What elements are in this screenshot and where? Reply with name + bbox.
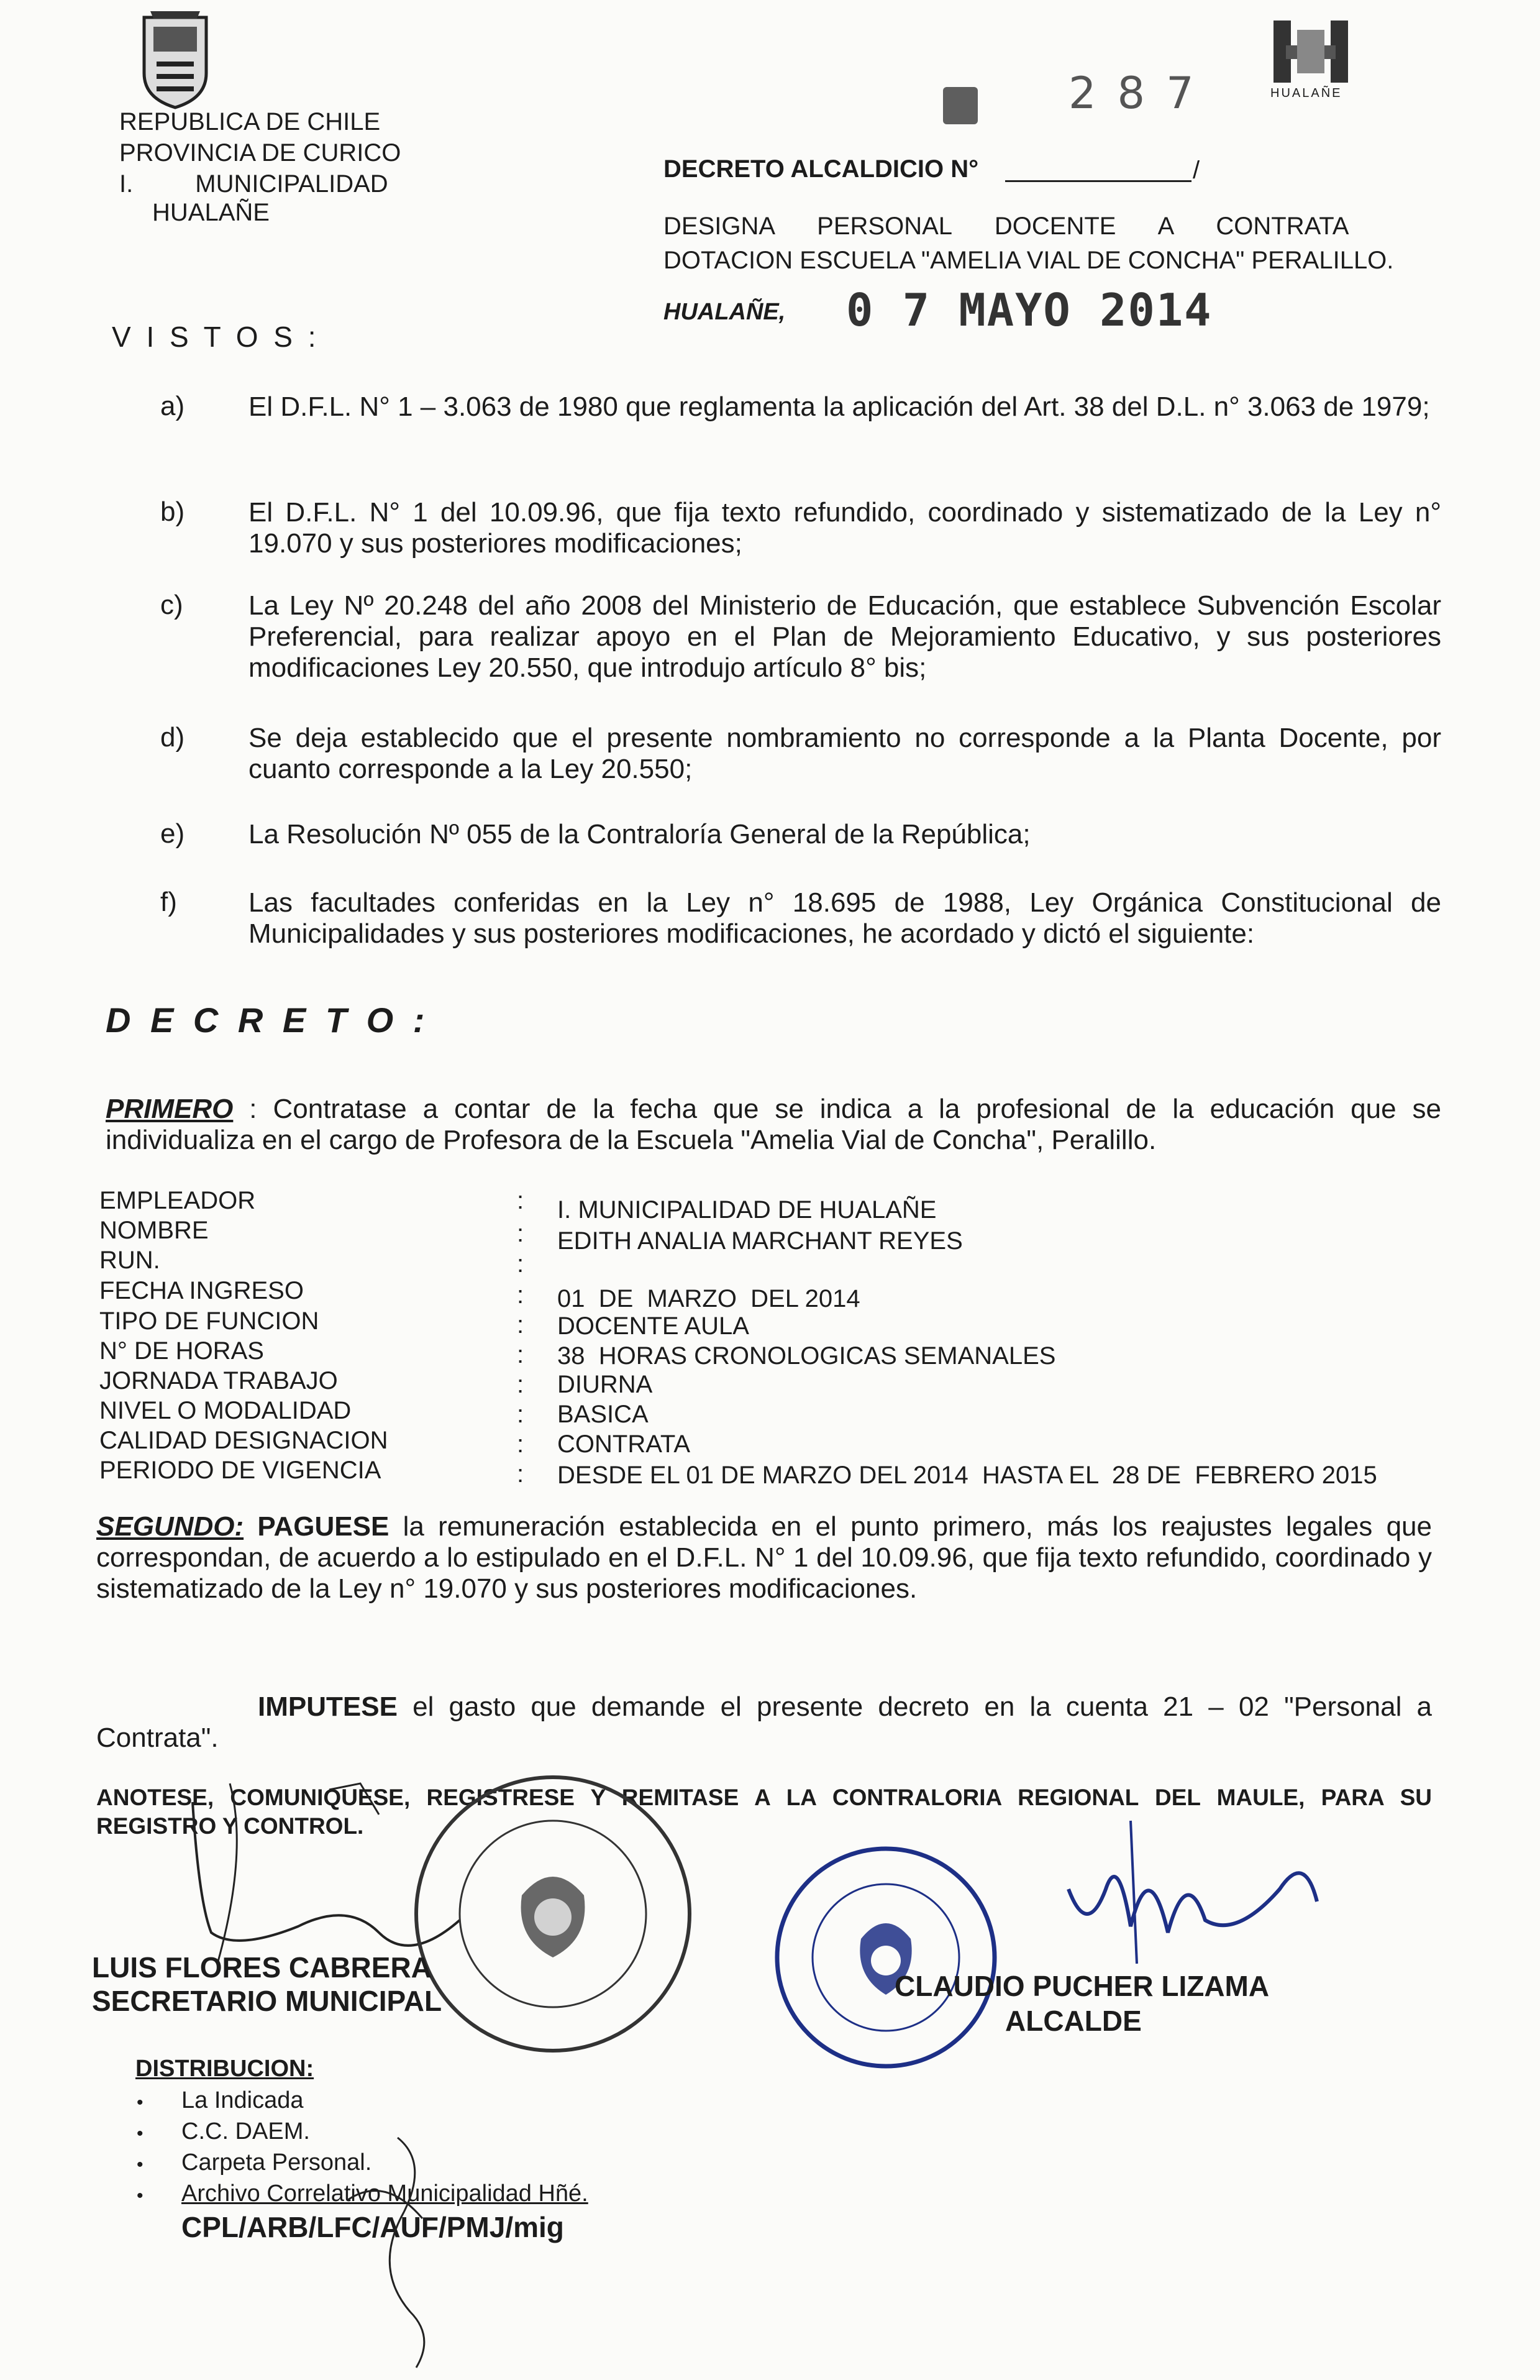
signature-bottom-icon	[323, 2125, 472, 2374]
vistos-mark-d: d)	[160, 722, 185, 753]
field-value-empleador: I. MUNICIPALIDAD DE HUALAÑE	[557, 1196, 937, 1224]
vistos-text-f: Las facultades conferidas en la Ley n° 18.695 de 1988, Ley Orgánica Constitucional de Municipalidades y sus posteriores modificaciones, he acordado y dictó el siguiente:	[248, 887, 1441, 949]
field-value-calidad: CONTRATA	[557, 1430, 691, 1458]
primero-text: : Contratase a contar de la fecha que se indica a la profesional de la educación que se individualiza en el cargo de Profesora de la Escuela "Amelia Vial de Concha", Peralillo.	[106, 1094, 1441, 1155]
field-label-periodo: PERIODO DE VIGENCIA	[99, 1457, 381, 1484]
field-value-horas: 38 HORAS CRONOLOGICAS SEMANALES	[557, 1342, 1056, 1370]
distribucion-item: La Indicada	[181, 2087, 304, 2113]
field-value-periodo: DESDE EL 01 DE MARZO DEL 2014 HASTA EL 28 DE FEBRERO 2015	[557, 1462, 1377, 1489]
vistos-heading: V I S T O S :	[112, 321, 320, 353]
distribucion-bullet: •	[137, 2092, 144, 2113]
field-colon: :	[517, 1281, 524, 1309]
field-colon: :	[517, 1371, 524, 1398]
field-label-jornada: JORNADA TRABAJO	[99, 1367, 338, 1394]
mayor-seal-icon	[768, 1839, 1004, 2076]
secretary-title: SECRETARIO MUNICIPAL	[92, 1985, 442, 2017]
field-colon: :	[517, 1250, 524, 1278]
field-label-calidad: CALIDAD DESIGNACION	[99, 1427, 388, 1454]
field-value-jornada: DIURNA	[557, 1371, 653, 1398]
decree-number-underline	[1005, 180, 1191, 182]
decree-slash: /	[1193, 157, 1200, 184]
subject-line-1: DESIGNA PERSONAL DOCENTE A CONTRATA	[663, 213, 1349, 240]
field-colon: :	[517, 1311, 524, 1339]
vistos-text-b: El D.F.L. N° 1 del 10.09.96, que fija texto refundido, coordinado y sistematizado de la Ley n° 19.070 y sus posteriores modificaciones;	[248, 497, 1441, 559]
header-line-municipalidad: I. MUNICIPALIDAD	[119, 170, 388, 198]
field-label-horas: N° DE HORAS	[99, 1337, 264, 1365]
coat-of-arms-icon	[132, 5, 219, 111]
logo-caption: HUALAÑE	[1270, 86, 1342, 100]
hualane-logo-icon	[1267, 17, 1354, 92]
segundo-text: la remuneración establecida en el punto primero, más los reajustes legales que correspondan, de acuerdo a lo estipulado en el D.F.L. N° 1 del 10.09.96, que fija texto refundido, coordinado y sistematizado de la Ley n° 19.070 y sus posteriores modificaciones.	[96, 1511, 1433, 1604]
primero-paragraph	[106, 1094, 1441, 1156]
distribucion-item: Carpeta Personal.	[181, 2149, 372, 2176]
secretary-seal-icon	[404, 1765, 702, 2063]
mayor-title: ALCALDE	[1005, 2005, 1142, 2037]
vistos-text-d: Se deja establecido que el presente nombramiento no corresponde a la Planta Docente, por cuanto corresponde a la Ley 20.550;	[248, 723, 1441, 784]
vistos-mark-b: b)	[160, 497, 185, 527]
distribucion-bullet: •	[137, 2154, 144, 2175]
distribucion-bullet: •	[137, 2123, 144, 2144]
subject-line-2: DOTACION ESCUELA "AMELIA VIAL DE CONCHA" PERALILLO.	[663, 247, 1394, 274]
vistos-text-c: La Ley Nº 20.248 del año 2008 del Ministerio de Educación, que establece Subvención Escolar Preferencial, para realizar apoyo en el Plan de Mejoramiento Educativo, y sus posteriores modificaciones Ley 20.550, que introdujo artículo 8° bis;	[248, 590, 1441, 683]
field-label-tipo-funcion: TIPO DE FUNCION	[99, 1307, 319, 1335]
imputese-text: el gasto que demande el presente decreto en la cuenta 21 – 02 "Personal a Contrata".	[96, 1691, 1432, 1753]
segundo-bold-word: PAGUESE	[244, 1511, 390, 1542]
field-value-nivel: BASICA	[557, 1401, 649, 1428]
decree-number-stamp: 287	[1068, 68, 1215, 119]
field-value-tipo-funcion: DOCENTE AULA	[557, 1312, 749, 1340]
field-colon: :	[517, 1460, 524, 1488]
field-colon: :	[517, 1187, 524, 1214]
vistos-mark-e: e)	[160, 818, 185, 849]
field-colon: :	[517, 1401, 524, 1428]
primero-label: PRIMERO	[106, 1094, 234, 1124]
distribucion-item: C.C. DAEM.	[181, 2118, 310, 2144]
distribucion-item: Archivo Correlativo Municipalidad Hñé.	[181, 2181, 588, 2207]
signature-right-icon	[1056, 1815, 1354, 1976]
place-label: HUALAÑE,	[663, 299, 786, 325]
header-line-hualane: HUALAÑE	[152, 199, 270, 226]
field-label-nivel: NIVEL O MODALIDAD	[99, 1397, 352, 1424]
vistos-text-a: El D.F.L. N° 1 – 3.063 de 1980 que reglamenta la aplicación del Art. 38 del D.L. n° 3.063 de 1979;	[248, 391, 1430, 422]
field-label-nombre: NOMBRE	[99, 1217, 209, 1244]
anotese-paragraph: ANOTESE, COMUNIQUESE, REGISTRESE Y REMITASE A LA CONTRALORIA REGIONAL DEL MAULE, PARA SU REGISTRO Y CONTROL.	[96, 1785, 1432, 1839]
field-value-nombre: EDITH ANALIA MARCHANT REYES	[557, 1227, 963, 1255]
field-colon: :	[517, 1341, 524, 1368]
decreto-heading: D E C R E T O :	[106, 1000, 430, 1040]
distribucion-bullet: •	[137, 2185, 144, 2206]
field-value-fecha-ingreso: 01 DE MARZO DEL 2014	[557, 1285, 860, 1312]
distribucion-heading: DISTRIBUCION:	[135, 2056, 314, 2082]
date-stamp: 0 7 MAYO 2014	[846, 284, 1213, 336]
vistos-mark-f: f)	[160, 887, 177, 917]
imputese-bold-word: IMPUTESE	[258, 1691, 398, 1722]
decree-label: DECRETO ALCALDICIO N°	[663, 155, 979, 183]
field-label-fecha-ingreso: FECHA INGRESO	[99, 1277, 304, 1304]
header-line-provincia: PROVINCIA DE CURICO	[119, 139, 401, 167]
distribucion-initials: CPL/ARB/LFC/AUF/PMJ/mig	[181, 2211, 564, 2243]
header-line-republica: REPUBLICA DE CHILE	[119, 108, 381, 135]
field-colon: :	[517, 1220, 524, 1247]
imputese-paragraph	[96, 1691, 1432, 1754]
stamp-mark-icon	[943, 87, 978, 124]
secretary-name: LUIS FLORES CABRERA	[92, 1951, 432, 1984]
mayor-name: CLAUDIO PUCHER LIZAMA	[895, 1970, 1270, 2002]
field-label-empleador: EMPLEADOR	[99, 1187, 256, 1214]
field-colon: :	[517, 1430, 524, 1458]
vistos-mark-a: a)	[160, 391, 185, 421]
vistos-text-e: La Resolución Nº 055 de la Contraloría General de la República;	[248, 819, 1031, 849]
field-label-run: RUN.	[99, 1247, 160, 1274]
vistos-mark-c: c)	[160, 590, 183, 620]
segundo-label: SEGUNDO:	[96, 1511, 244, 1542]
segundo-paragraph	[96, 1511, 1432, 1604]
